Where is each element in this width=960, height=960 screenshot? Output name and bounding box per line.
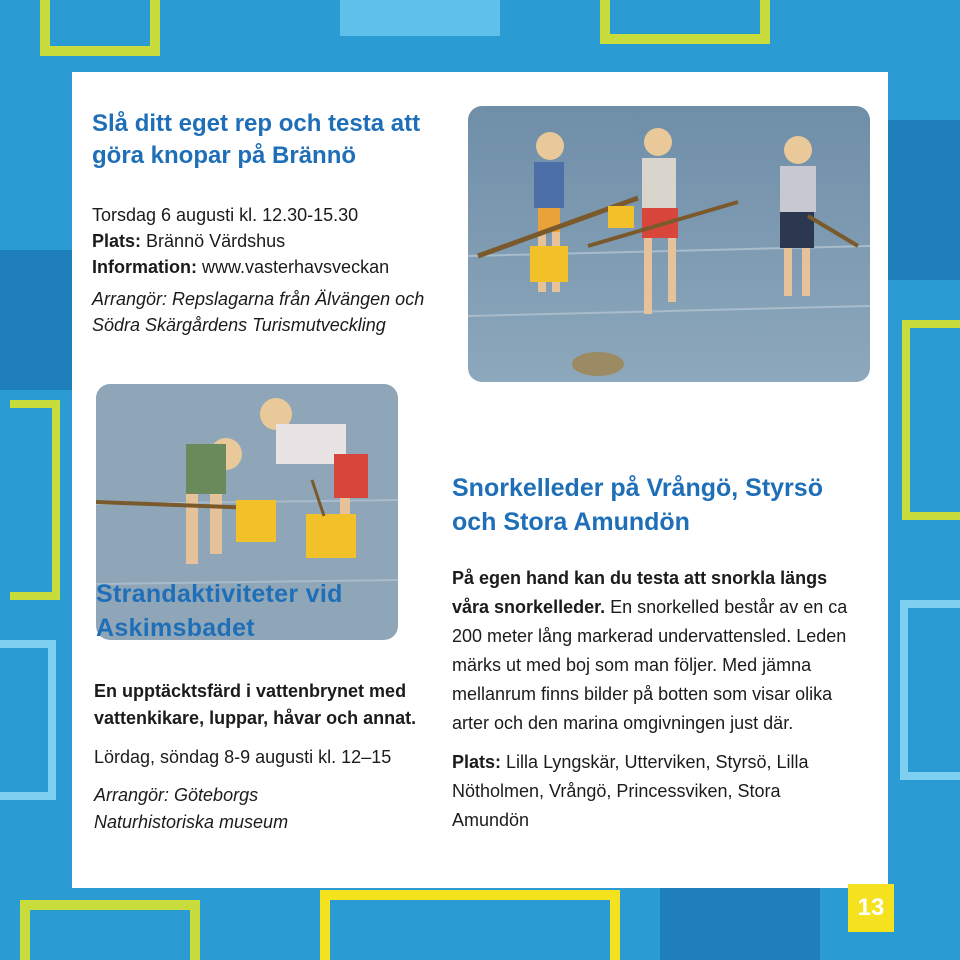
event3-details (452, 564, 867, 835)
event2-organizer: Arrangör: Göteborgs Naturhistoriska museum (94, 785, 289, 832)
bg-frame-lime-bottom (20, 900, 200, 960)
event3-title: Snorkelleder på Vrångö, Styrsö och Stora Amundön (452, 474, 823, 536)
event1-title: Slå ditt eget rep och testa att göra knopar på Brännö (92, 110, 421, 170)
bg-frame-lime-right (902, 320, 960, 520)
bg-frame-light-right (900, 600, 960, 780)
event1-info-row (92, 254, 472, 280)
event3-body: En snorkelled består av en ca 200 meter lång markerad undervattensled. Leden märks ut med boj som man följer. Med jämna mellanrum finns bilder på botten som visar olika arter och den marina omgivningen just där. (452, 597, 848, 733)
event2-title: Strandaktiviteter vid Askimsbadet (96, 580, 343, 642)
bg-block-dark-left (0, 250, 72, 390)
bg-frame-yellow-bottom (320, 890, 620, 960)
event3-lead: På egen hand kan du testa att snorkla längs våra snorkelleder. (452, 568, 828, 617)
event3-place-label: Plats: (452, 752, 502, 772)
event2-description: En upptäcktsfärd i vattenbrynet med vattenkikare, luppar, håvar och annat. (94, 681, 417, 728)
event2-date: Lördag, söndag 8-9 augusti kl. 12–15 (94, 747, 392, 767)
photo-kids-in-water (468, 106, 870, 382)
event1-place: Brännö Värdshus (146, 231, 286, 251)
bg-block-dark-bottom (660, 888, 820, 960)
event3-place: Lilla Lyngskär, Utterviken, Styrsö, Lilla Nötholmen, Vrångö, Princessviken, Stora Amundön (452, 752, 809, 830)
content-panel (72, 72, 888, 888)
event1-place-row (92, 228, 472, 254)
event3-text (452, 564, 867, 738)
event3-place-row (452, 748, 812, 835)
bg-block-dark-right (888, 120, 960, 280)
bg-frame-lime-top (40, 0, 160, 56)
event2-details (94, 678, 434, 836)
page-number: 13 (848, 884, 894, 932)
bg-frame-lime-top-2 (600, 0, 770, 44)
event1-info-link[interactable]: www.vasterhavsveckan (202, 257, 390, 277)
event1-date: Torsdag 6 augusti kl. 12.30-15.30 (92, 205, 359, 225)
event1-organizer: Arrangör: Repslagarna från Älvängen och Södra Skärgårdens Turismutveckling (92, 289, 425, 335)
bg-frame-light-left (0, 640, 56, 800)
bg-block-light-top (340, 0, 500, 36)
event1-info-label: Information: (92, 257, 197, 277)
bg-frame-lime-left (10, 400, 60, 600)
event1-details (92, 202, 472, 338)
event1-place-label: Plats: (92, 231, 142, 251)
